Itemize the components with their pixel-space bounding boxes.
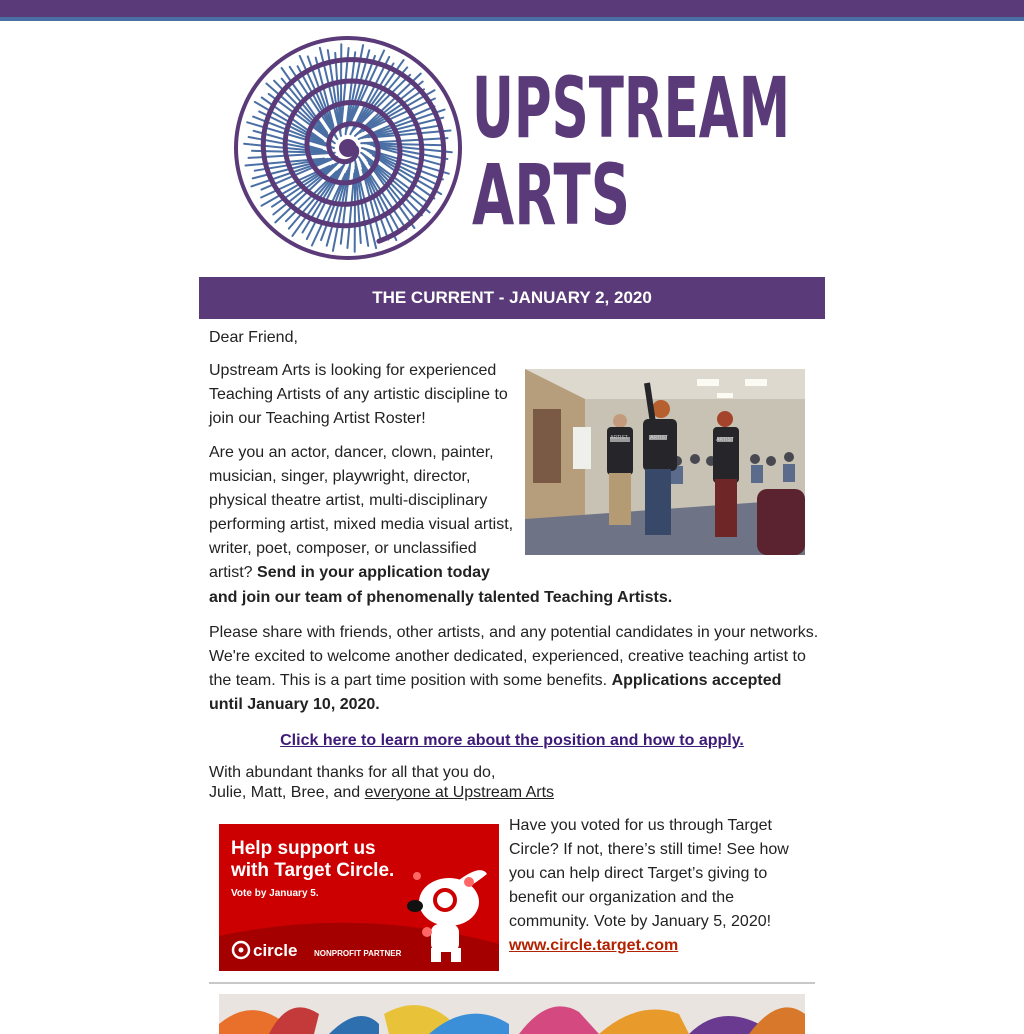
banner-brand: circle (253, 941, 297, 960)
signature-line-1: With abundant thanks for all that you do, (209, 764, 495, 781)
artist-types-paragraph (209, 441, 514, 585)
painting-image (219, 994, 805, 1034)
section-divider (209, 982, 815, 984)
logo-wordmark-upstream: UPSTREAM (472, 59, 790, 157)
apply-callout-continued: and join our team of phenomenally talented Teaching Artists. (209, 586, 819, 610)
shirt-text-3: ARTIST (716, 437, 734, 443)
share-paragraph (209, 621, 819, 717)
top-bar-accent (0, 17, 1024, 21)
apply-callout: Send in your application today (257, 564, 490, 581)
greeting: Dear Friend, (209, 326, 509, 350)
signature (209, 763, 819, 803)
banner-headline-2: with Target Circle. (230, 860, 394, 881)
top-bar (0, 0, 1024, 17)
target-circle-banner[interactable] (219, 824, 499, 971)
intro-paragraph: Upstream Arts is looking for experienced Teaching Artists of any artistic discipline to join our Teaching Artist Roster! (209, 359, 514, 431)
newsletter-title: THE CURRENT - JANUARY 2, 2020 (372, 288, 652, 308)
target-description: Have you voted for us through Target Circle? If not, there’s still time! See how you can help direct Target’s giving to benefit our organization and the community. Vote by January 5, 2020! (509, 817, 789, 930)
target-circle-text (509, 814, 809, 958)
logo-wordmark-arts: ARTS (472, 146, 630, 244)
banner-partner: NONPROFIT PARTNER (314, 949, 402, 958)
banner-subline: Vote by January 5. (231, 888, 319, 899)
newsletter-title-band (199, 277, 825, 319)
spiral-logo-icon (236, 38, 460, 258)
artist-types-text: Are you an actor, dancer, clown, painter, musician, singer, playwright, director, physical theatre artist, multi-disciplinary performing artist, mixed media visual artist, writer, poet, composer, or unclassified artist? (209, 444, 513, 581)
upstream-arts-logo (232, 30, 802, 270)
cta-container (0, 729, 1024, 753)
signature-names: Julie, Matt, Bree, and (209, 784, 365, 801)
shirt-text-2: ARTIST (650, 435, 668, 441)
target-circle-link[interactable]: www.circle.target.com (509, 937, 678, 954)
deadline-text: Applications accepted until January 10, 2020. (209, 672, 781, 713)
learn-more-link[interactable]: Click here to learn more about the position and how to apply. (280, 732, 744, 749)
teaching-artists-photo (525, 369, 805, 555)
shirt-text-1: ARTIST (610, 435, 628, 441)
team-link[interactable]: everyone at Upstream Arts (365, 784, 554, 801)
banner-headline-1: Help support us (231, 838, 376, 859)
share-text: Please share with friends, other artists, and any potential candidates in your networks. We're excited to welcome another dedicated, experienced, creative teaching artist to the team. This is a part time position with some benefits. (209, 624, 818, 689)
